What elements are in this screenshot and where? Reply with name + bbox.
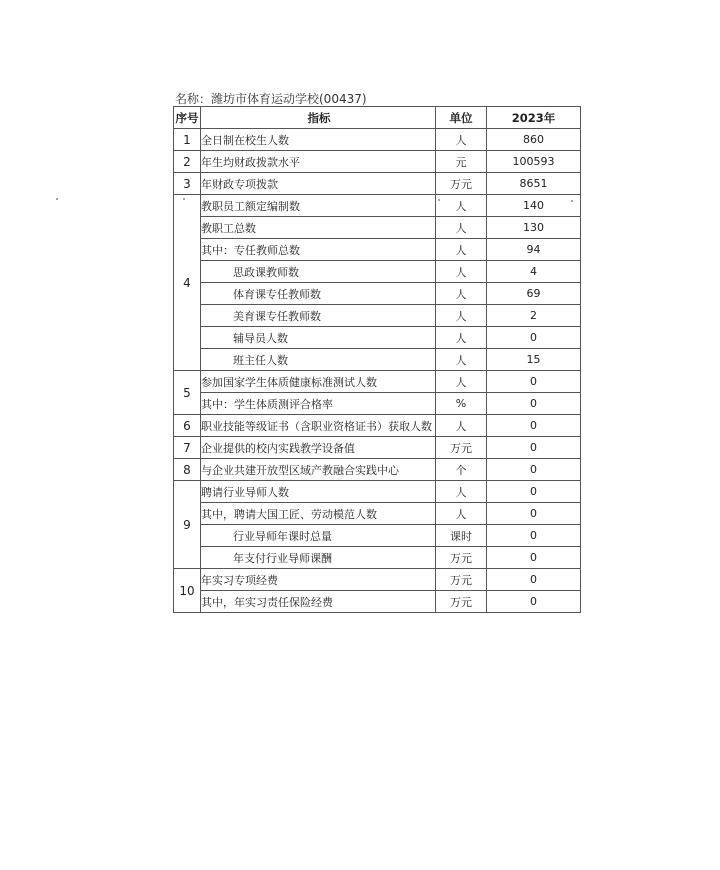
seq-cell: 3	[174, 173, 201, 195]
value-cell: 100593	[487, 151, 581, 173]
table-row	[174, 305, 581, 327]
scan-speck	[183, 198, 185, 200]
unit-cell: 人	[436, 217, 487, 239]
unit-cell: 万元	[436, 591, 487, 613]
unit-cell: 万元	[436, 569, 487, 591]
table-row	[174, 591, 581, 613]
unit-cell: 万元	[436, 173, 487, 195]
unit-cell: 万元	[436, 437, 487, 459]
table-row	[174, 437, 581, 459]
indicator-cell: 聘请行业导师人数	[201, 481, 436, 503]
value-cell: 130	[487, 217, 581, 239]
unit-cell: %	[436, 393, 487, 415]
indicator-cell: 企业提供的校内实践教学设备值	[201, 437, 436, 459]
table-row	[174, 349, 581, 371]
unit-cell: 人	[436, 283, 487, 305]
header-year: 2023年	[487, 107, 581, 129]
value-cell: 860	[487, 129, 581, 151]
value-cell: 8651	[487, 173, 581, 195]
unit-cell: 人	[436, 503, 487, 525]
table-row	[174, 195, 581, 217]
seq-cell: 10	[174, 569, 201, 613]
unit-cell: 人	[436, 349, 487, 371]
scan-speck	[571, 200, 573, 202]
value-cell: 0	[487, 371, 581, 393]
value-cell: 0	[487, 503, 581, 525]
seq-cell: 7	[174, 437, 201, 459]
value-cell: 4	[487, 261, 581, 283]
value-cell: 0	[487, 525, 581, 547]
indicator-cell: 班主任人数	[201, 349, 436, 371]
indicator-cell: 教职工总数	[201, 217, 436, 239]
table-header-row	[174, 107, 581, 129]
scan-speck	[56, 198, 58, 200]
seq-cell: 1	[174, 129, 201, 151]
indicator-cell: 思政课教师数	[201, 261, 436, 283]
header-seq: 序号	[174, 107, 201, 129]
table-row	[174, 525, 581, 547]
table-row	[174, 371, 581, 393]
unit-cell: 人	[436, 481, 487, 503]
indicator-cell: 其中，年实习责任保险经费	[201, 591, 436, 613]
scan-speck	[438, 199, 440, 201]
unit-cell: 元	[436, 151, 487, 173]
seq-cell: 8	[174, 459, 201, 481]
table-row	[174, 173, 581, 195]
value-cell: 2	[487, 305, 581, 327]
table-row	[174, 239, 581, 261]
table-row	[174, 327, 581, 349]
table-row	[174, 261, 581, 283]
indicator-table	[173, 106, 581, 613]
unit-cell: 人	[436, 371, 487, 393]
header-unit: 单位	[436, 107, 487, 129]
value-cell: 0	[487, 547, 581, 569]
table-row	[174, 393, 581, 415]
table-row	[174, 481, 581, 503]
value-cell: 69	[487, 283, 581, 305]
table-row	[174, 283, 581, 305]
document-title: 名称：潍坊市体育运动学校(00437)	[175, 92, 367, 106]
indicator-cell: 年实习专项经费	[201, 569, 436, 591]
header-indicator: 指标	[201, 107, 436, 129]
indicator-cell: 年支付行业导师课酬	[201, 547, 436, 569]
unit-cell: 人	[436, 129, 487, 151]
unit-cell: 课时	[436, 525, 487, 547]
value-cell: 0	[487, 569, 581, 591]
indicator-cell: 其中：学生体质测评合格率	[201, 393, 436, 415]
indicator-cell: 与企业共建开放型区域产教融合实践中心	[201, 459, 436, 481]
indicator-cell: 体育课专任教师数	[201, 283, 436, 305]
value-cell: 0	[487, 481, 581, 503]
value-cell: 0	[487, 437, 581, 459]
value-cell: 0	[487, 393, 581, 415]
seq-cell: 2	[174, 151, 201, 173]
indicator-cell: 年生均财政拨款水平	[201, 151, 436, 173]
value-cell: 140	[487, 195, 581, 217]
table-row	[174, 217, 581, 239]
indicator-cell: 参加国家学生体质健康标准测试人数	[201, 371, 436, 393]
indicator-cell: 教职员工额定编制数	[201, 195, 436, 217]
seq-cell: 5	[174, 371, 201, 415]
table-row	[174, 547, 581, 569]
indicator-cell: 年财政专项拨款	[201, 173, 436, 195]
seq-cell: 4	[174, 195, 201, 371]
indicator-cell: 全日制在校生人数	[201, 129, 436, 151]
value-cell: 15	[487, 349, 581, 371]
table-row	[174, 151, 581, 173]
indicator-cell: 其中：专任教师总数	[201, 239, 436, 261]
indicator-cell: 美育课专任教师数	[201, 305, 436, 327]
unit-cell: 万元	[436, 547, 487, 569]
unit-cell: 人	[436, 261, 487, 283]
value-cell: 0	[487, 327, 581, 349]
unit-cell: 人	[436, 305, 487, 327]
table-row	[174, 415, 581, 437]
indicator-cell: 辅导员人数	[201, 327, 436, 349]
value-cell: 0	[487, 459, 581, 481]
value-cell: 0	[487, 415, 581, 437]
unit-cell: 人	[436, 327, 487, 349]
unit-cell: 人	[436, 415, 487, 437]
unit-cell: 人	[436, 195, 487, 217]
indicator-cell: 行业导师年课时总量	[201, 525, 436, 547]
unit-cell: 人	[436, 239, 487, 261]
indicator-cell: 职业技能等级证书（含职业资格证书）获取人数	[201, 415, 436, 437]
table-row	[174, 129, 581, 151]
indicator-cell: 其中，聘请大国工匠、劳动模范人数	[201, 503, 436, 525]
table-row	[174, 503, 581, 525]
table-row	[174, 569, 581, 591]
value-cell: 0	[487, 591, 581, 613]
seq-cell: 6	[174, 415, 201, 437]
value-cell: 94	[487, 239, 581, 261]
table-row	[174, 459, 581, 481]
table-body	[174, 129, 581, 613]
unit-cell: 个	[436, 459, 487, 481]
seq-cell: 9	[174, 481, 201, 569]
